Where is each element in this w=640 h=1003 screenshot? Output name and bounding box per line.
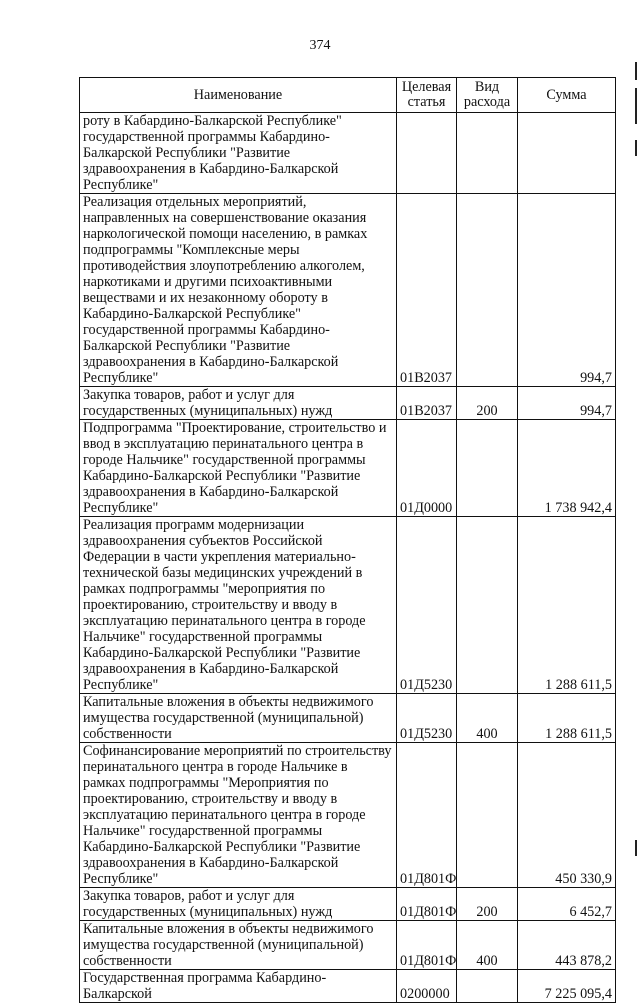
- row-name: Софинансирование мероприятий по строительству перинатального центра в городе Нальчике в рамках подпрограммы "Мероприятия по проектированию, строительству и вводу в эксплуатацию перинатального центра в городе Нальчике" государственной программы Кабардино-Балкарской Республики "Развитие здравоохранения в Кабардино-Балкарской Республике": [80, 743, 397, 888]
- row-target-article: 0200000: [397, 970, 457, 1003]
- table-row: [80, 517, 616, 694]
- table-row: [80, 420, 616, 517]
- row-name: Закупка товаров, работ и услуг для государственных (муниципальных) нужд: [80, 387, 397, 420]
- scan-edge-mark: [635, 140, 637, 156]
- row-expense-type: [457, 113, 518, 194]
- row-name: Подпрограмма "Проектирование, строительство и ввод в эксплуатацию перинатального центра в городе Нальчике" государственной программы Кабардино-Балкарской Республики "Развитие здравоохранения в Кабардино-Балкарской Республике": [80, 420, 397, 517]
- row-sum: 1 288 611,5: [518, 517, 616, 694]
- row-sum: 6 452,7: [518, 888, 616, 921]
- row-expense-type: [457, 420, 518, 517]
- row-name: Капитальные вложения в объекты недвижимого имущества государственной (муниципальной) собственности: [80, 694, 397, 743]
- header-target-article: Целевая статья: [397, 78, 457, 113]
- row-name: Реализация отдельных мероприятий, направленных на совершенствование оказания наркологической помощи населению, в рамках подпрограммы "Комплексные меры противодействия злоупотреблению алкоголем, наркотиками и другими психоактивными веществами и их незаконному обороту в Кабардино-Балкарской Республике" государственной программы Кабардино-Балкарской Республики "Развитие здравоохранения в Кабардино-Балкарской Республике": [80, 194, 397, 387]
- row-target-article: 01Д801Ф: [397, 921, 457, 970]
- scan-edge-mark: [635, 88, 637, 124]
- table-row: [80, 113, 616, 194]
- row-expense-type: [457, 970, 518, 1003]
- table-row: [80, 743, 616, 888]
- row-expense-type: [457, 517, 518, 694]
- table-row: [80, 921, 616, 970]
- row-target-article: 01Д801Ф: [397, 743, 457, 888]
- scan-edge-mark: [635, 840, 637, 856]
- row-expense-type: 200: [457, 387, 518, 420]
- row-target-article: 01Д801Ф: [397, 888, 457, 921]
- row-target-article: 01В2037: [397, 387, 457, 420]
- row-target-article: [397, 113, 457, 194]
- row-sum: 1 288 611,5: [518, 694, 616, 743]
- scan-edge-mark: [635, 62, 637, 80]
- header-name: Наименование: [80, 78, 397, 113]
- row-sum: 7 225 095,4: [518, 970, 616, 1003]
- row-expense-type: 400: [457, 921, 518, 970]
- row-sum: 443 878,2: [518, 921, 616, 970]
- row-name: роту в Кабардино-Балкарской Республике" государственной программы Кабардино-Балкарской Республики "Развитие здравоохранения в Кабардино-Балкарской Республике": [80, 113, 397, 194]
- row-expense-type: [457, 194, 518, 387]
- header-sum: Сумма: [518, 78, 616, 113]
- row-sum: [518, 113, 616, 194]
- table-row: [80, 694, 616, 743]
- table-row: [80, 387, 616, 420]
- header-expense-type: Вид расхода: [457, 78, 518, 113]
- table-header-row: [80, 78, 616, 113]
- row-name: Государственная программа Кабардино-Балкарской: [80, 970, 397, 1003]
- page-number: 374: [309, 38, 331, 53]
- row-target-article: 01Д5230: [397, 694, 457, 743]
- table-row: [80, 888, 616, 921]
- table-row: [80, 970, 616, 1003]
- table-row: [80, 194, 616, 387]
- row-target-article: 01Д0000: [397, 420, 457, 517]
- row-target-article: 01Д5230: [397, 517, 457, 694]
- row-sum: 1 738 942,4: [518, 420, 616, 517]
- row-sum: 450 330,9: [518, 743, 616, 888]
- row-expense-type: 200: [457, 888, 518, 921]
- row-expense-type: 400: [457, 694, 518, 743]
- row-name: Реализация программ модернизации здравоохранения субъектов Российской Федерации в части укрепления материально-технической базы медицинских учреждений в рамках подпрограммы "мероприятия по проектированию, строительству и вводу в эксплуатацию перинатального центра в городе Нальчике" государственной программы Кабардино-Балкарской Республики "Развитие здравоохранения в Кабардино-Балкарской Республике": [80, 517, 397, 694]
- row-sum: 994,7: [518, 194, 616, 387]
- row-expense-type: [457, 743, 518, 888]
- row-target-article: 01В2037: [397, 194, 457, 387]
- row-name: Закупка товаров, работ и услуг для государственных (муниципальных) нужд: [80, 888, 397, 921]
- row-sum: 994,7: [518, 387, 616, 420]
- row-name: Капитальные вложения в объекты недвижимого имущества государственной (муниципальной) собственности: [80, 921, 397, 970]
- budget-table: [79, 77, 616, 1003]
